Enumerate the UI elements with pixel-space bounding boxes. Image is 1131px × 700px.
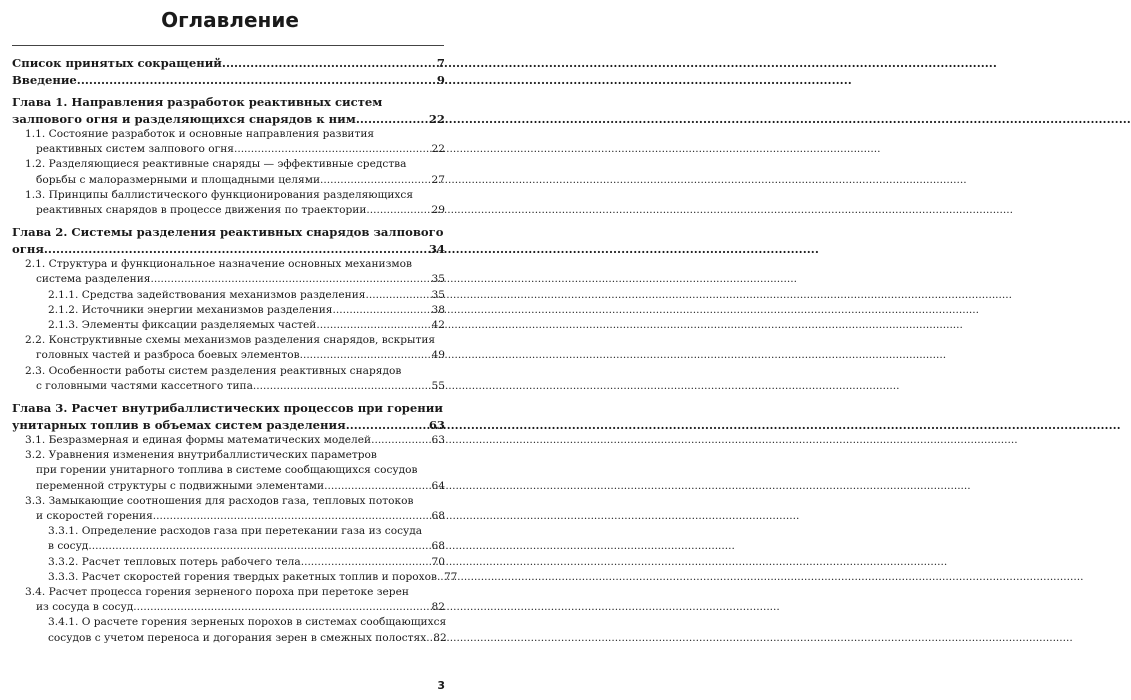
- dot-leader: [153, 509, 431, 524]
- dot-leader: [300, 348, 431, 363]
- toc-section-entry: [12, 127, 445, 157]
- dot-leader: [253, 379, 431, 394]
- dot-leader: [88, 539, 430, 554]
- dot-leader: [301, 555, 431, 570]
- toc-subsection-entry: [12, 288, 445, 303]
- toc-subsection-entry: [12, 524, 445, 554]
- toc-entry-text: Глава 2. Системы разделения реактивных снарядов залпового: [12, 225, 444, 240]
- toc-entry-text: и скоростей горения: [36, 510, 153, 523]
- toc-chapter-entry: [12, 55, 445, 72]
- toc-entry-text: с головными частями кассетного типа: [36, 379, 253, 392]
- toc-entry-last-line: [12, 55, 445, 72]
- dot-leader: [234, 142, 431, 157]
- toc-entry-last-line: [12, 72, 445, 89]
- toc-entry-text: залпового огня и разделяющихся снарядов к ним: [12, 111, 356, 126]
- toc-entry-text: 3.3.2. Расчет тепловых потерь рабочего тела: [48, 555, 301, 568]
- title-divider: [12, 45, 444, 46]
- toc-page-number: 29: [431, 204, 445, 217]
- dot-leader: [222, 55, 436, 72]
- toc-page-number: 7: [436, 56, 445, 70]
- toc-entry-last-line: [48, 555, 445, 570]
- dot-leader: [150, 272, 430, 287]
- toc-entry-text: переменной структуры с подвижными элементами: [36, 479, 325, 492]
- dot-leader: [346, 417, 428, 434]
- toc-page-number: 34: [428, 241, 445, 256]
- toc-entry-text: реактивных систем залпового огня: [36, 143, 234, 156]
- toc-page-number: 82: [431, 601, 445, 614]
- dot-leader: [320, 173, 431, 188]
- toc-section-entry: [12, 364, 445, 394]
- document-page: [0, 0, 460, 700]
- dot-leader: [77, 72, 436, 89]
- toc-entry-text: 2.3. Особенности работы систем разделения реактивных снарядов: [25, 364, 402, 377]
- toc-entry-text: 1.3. Принципы баллистического функционирования разделяющихся: [25, 188, 414, 201]
- toc-page-number: 64: [431, 479, 445, 492]
- toc-entry-text: 3.3.1. Определение расходов газа при перетекании газа из сосуда: [48, 525, 423, 538]
- toc-entry-last-line: [12, 111, 445, 128]
- toc-entry-text: 2.1.2. Источники энергии механизмов разделения: [48, 303, 333, 316]
- toc-page-number: 35: [431, 273, 445, 286]
- toc-subsection-entry: [12, 318, 445, 333]
- toc-page-number: 77: [443, 570, 458, 583]
- page-number: 3: [437, 679, 445, 692]
- toc-entry-last-line: [48, 539, 445, 554]
- toc-entry-text: 2.1. Структура и функциональное назначение основных механизмов: [25, 258, 412, 271]
- toc-entry-text: 3.3. Замыкающие соотношения для расходов газа, тепловых потоков: [25, 494, 414, 507]
- toc-chapter-entry: [12, 72, 445, 89]
- toc-entry-last-line: [12, 417, 445, 434]
- toc-entry-last-line: [48, 303, 445, 318]
- toc-page-number: 82: [433, 631, 447, 644]
- toc-page-number: 68: [431, 540, 445, 553]
- toc-entry-text: Список принятых сокращений: [12, 56, 222, 70]
- toc-entry-text: 3.4.1. О расчете горения зерненых порохов в системах сообщающихся: [48, 616, 447, 629]
- toc-chapter-entry: [12, 400, 445, 433]
- dot-leader: [332, 303, 430, 318]
- dot-leader: [316, 318, 430, 333]
- toc-subsection-entry: [12, 555, 445, 570]
- toc-section-entry: [12, 333, 445, 363]
- toc-entry-text: 3.4. Расчет процесса горения зерненого пороха при перетоке зерен: [25, 586, 409, 599]
- toc-subsection-entry: [12, 615, 445, 645]
- toc-page-number: 27: [431, 173, 445, 186]
- dot-leader: [366, 203, 430, 218]
- toc-entry-text: 3.3.3. Расчет скоростей горения твердых ракетных топлив и порохов: [48, 570, 437, 583]
- toc-section-entry: [12, 157, 445, 187]
- toc-entry-last-line: [25, 433, 445, 448]
- toc-section-entry: [12, 494, 445, 524]
- toc-entry-text: 2.2. Конструктивные схемы механизмов разделения снарядов, вскрытия: [25, 334, 436, 347]
- toc-page-number: 35: [431, 288, 445, 301]
- toc-section-entry: [12, 448, 445, 494]
- toc-page-number: 9: [436, 72, 445, 87]
- toc-entry-text: в сосуд: [48, 540, 89, 553]
- toc-entry-text: из сосуда в сосуд: [36, 601, 134, 614]
- dot-leader: [371, 433, 430, 448]
- toc-entry-text: 3.2. Уравнения изменения внутрибаллистических параметров: [25, 449, 377, 462]
- toc-section-entry: [12, 585, 445, 615]
- page-title: Оглавление: [161, 8, 299, 32]
- toc-page-number: 49: [431, 349, 445, 362]
- toc-page-number: 63: [428, 417, 445, 432]
- toc-entry-text: огня: [12, 241, 44, 256]
- toc-section-entry: [12, 257, 445, 287]
- toc-entry-last-line: [25, 509, 445, 524]
- toc-entry-text: Глава 3. Расчет внутрибаллистических процессов при горении: [12, 401, 443, 416]
- toc-entry-last-line: [12, 241, 445, 258]
- toc-page-number: 68: [431, 510, 445, 523]
- toc-entry-text: система разделения: [36, 273, 151, 286]
- toc-section-entry: [12, 188, 445, 218]
- toc-entry-last-line: [48, 318, 445, 333]
- toc-entry-text: Введение: [12, 72, 77, 87]
- toc-entry-text: 2.1.3. Элементы фиксации разделяемых частей: [48, 319, 317, 332]
- toc-subsection-entry: [12, 570, 458, 585]
- toc-entry-text: 1.1. Состояние разработок и основные направления развития: [25, 128, 375, 140]
- dot-leader: [133, 600, 430, 615]
- toc-page-number: 55: [431, 379, 445, 392]
- dot-leader: [356, 111, 428, 128]
- toc-chapter-entry: [12, 224, 445, 257]
- table-of-contents: [12, 55, 458, 646]
- toc-entry-last-line: [25, 272, 445, 287]
- toc-entry-last-line: [48, 288, 445, 303]
- toc-entry-text: борьбы с малоразмерными и площадными целями: [36, 173, 321, 186]
- toc-entry-text: реактивных снарядов в процессе движения по траектории: [36, 204, 367, 217]
- dot-leader: [365, 288, 430, 303]
- toc-entry-last-line: [25, 173, 445, 188]
- toc-entry-text: при горении унитарного топлива в системе сообщающихся сосудов: [36, 464, 418, 477]
- toc-page-number: 22: [428, 111, 445, 126]
- toc-entry-last-line: [25, 348, 445, 363]
- toc-page-number: 42: [431, 319, 445, 332]
- toc-entry-last-line: [48, 631, 445, 646]
- toc-entry-text: головных частей и разброса боевых элементов: [36, 349, 300, 362]
- toc-entry-text: унитарных топлив в объемах систем разделения: [12, 417, 346, 432]
- toc-entry-last-line: [25, 203, 445, 218]
- toc-page-number: 70: [431, 555, 445, 568]
- toc-entry-text: Глава 1. Направления разработок реактивных систем: [12, 95, 383, 109]
- toc-section-entry: [12, 433, 445, 448]
- dot-leader: [44, 241, 428, 258]
- toc-entry-text: 2.1.1. Средства задействования механизмов разделения: [48, 288, 366, 301]
- toc-entry-text: 3.1. Безразмерная и единая формы математических моделей: [25, 434, 372, 447]
- toc-page-number: 38: [431, 303, 445, 316]
- toc-entry-last-line: [25, 600, 445, 615]
- toc-page-number: 22: [431, 143, 445, 156]
- dot-leader: [324, 479, 430, 494]
- toc-entry-text: сосудов с учетом переноса и догорания зерен в смежных полостях: [48, 631, 427, 644]
- toc-entry-last-line: [25, 142, 445, 157]
- toc-entry-last-line: [25, 379, 445, 394]
- toc-subsection-entry: [12, 303, 445, 318]
- toc-entry-last-line: [48, 570, 458, 585]
- toc-entry-last-line: [25, 479, 445, 494]
- toc-entry-text: 1.2. Разделяющиеся реактивные снаряды — эффективные средства: [25, 158, 407, 171]
- toc-page-number: 63: [431, 434, 445, 447]
- toc-chapter-entry: [12, 94, 445, 127]
